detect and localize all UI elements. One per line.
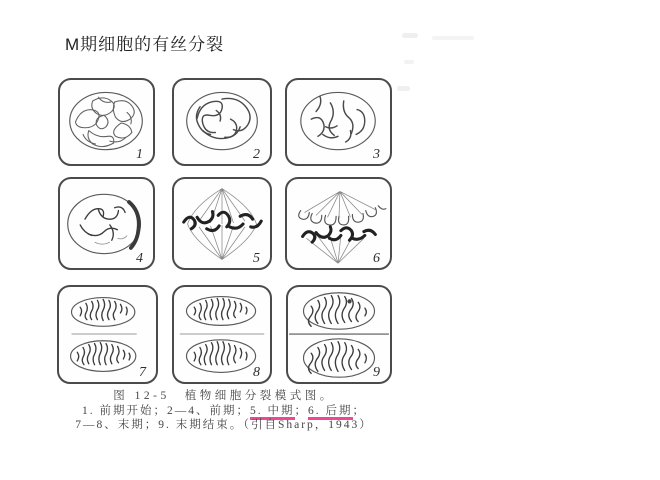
figure-panel-1 (58, 78, 155, 166)
panel-number: 3 (373, 147, 380, 162)
caption-line-3: 7—8、末期；9. 末期结束。（引自Sharp，1943） (75, 419, 373, 431)
figure-panel-5 (172, 177, 272, 270)
caption-line2-text: 1. 前期开始；2—4、前期； (82, 405, 250, 417)
slide-title: M期细胞的有丝分裂 (65, 35, 225, 54)
scan-artifact (432, 36, 474, 40)
caption-title: 图 12-5 植物细胞分裂模式图。 (113, 390, 335, 402)
caption-separator: ； (352, 405, 366, 417)
scan-artifact (397, 86, 410, 91)
figure-panel-7 (57, 285, 158, 384)
figure-panel-3 (285, 78, 392, 166)
panel-number: 9 (373, 365, 380, 380)
caption-line-2 (56, 404, 392, 418)
panel-number: 2 (253, 147, 260, 162)
highlighted-anaphase-label: 6. 后期 (308, 405, 353, 420)
figure-panel-6 (285, 177, 392, 270)
figure-panel-8 (172, 285, 272, 384)
figure-panel-9 (286, 285, 392, 384)
panel-number: 6 (373, 251, 380, 266)
scan-artifact (404, 60, 414, 64)
figure-panel-2 (172, 78, 272, 166)
panel-number: 1 (136, 147, 143, 162)
panel-number: 8 (253, 365, 260, 380)
panel-number: 5 (253, 251, 260, 266)
highlighted-metaphase-label: 5. 中期 (250, 405, 295, 420)
panel-number: 7 (139, 365, 146, 380)
figure-caption (56, 389, 392, 432)
caption-separator: ； (294, 405, 308, 417)
figure-panel-4 (58, 177, 155, 270)
scan-artifact (402, 33, 418, 38)
panel-number: 4 (136, 251, 143, 266)
